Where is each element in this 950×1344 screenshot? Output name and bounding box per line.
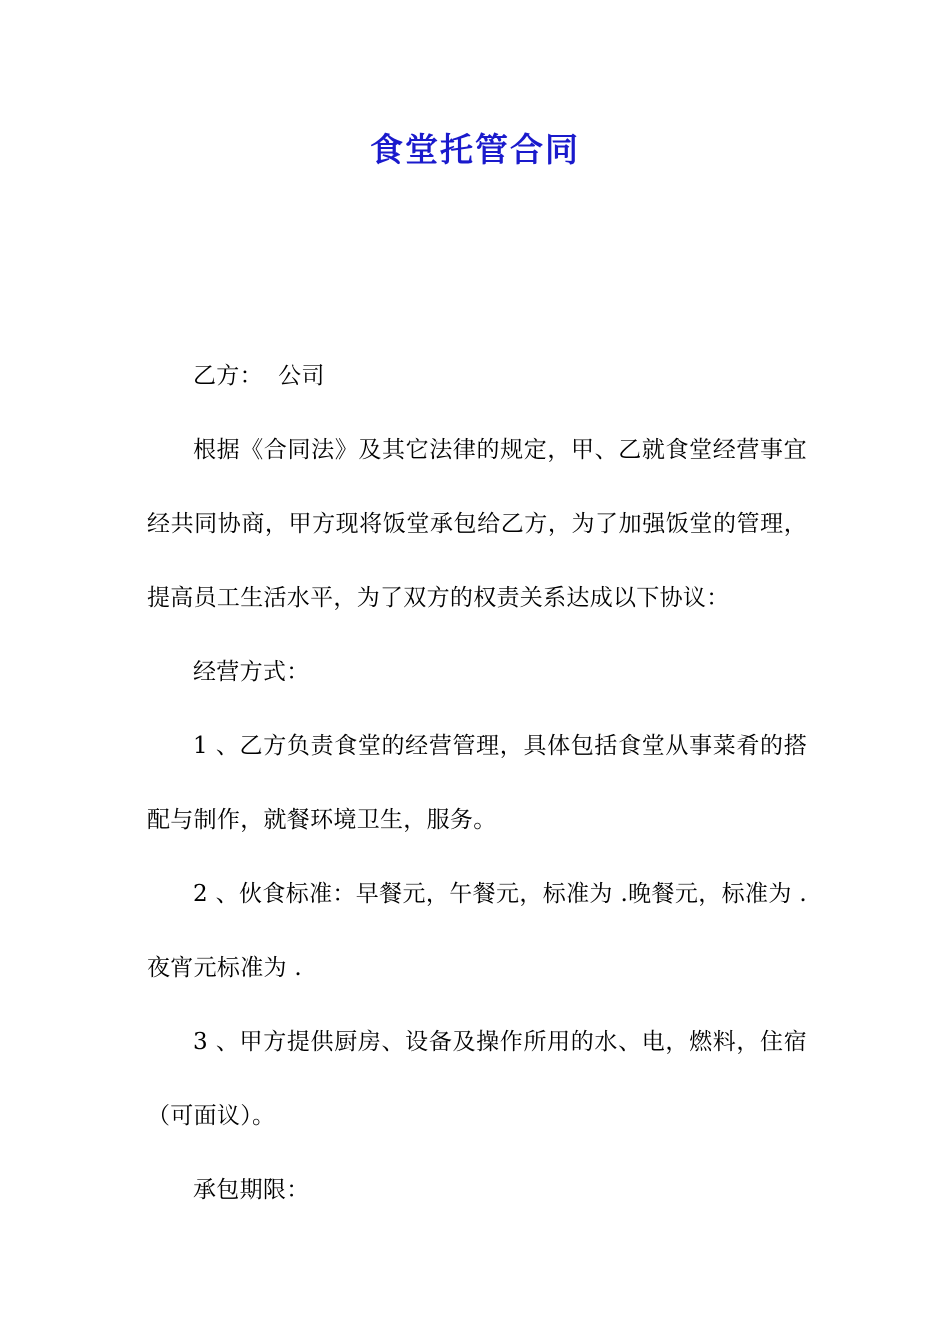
document-body (147, 339, 807, 1227)
intro-paragraph: 根据《合同法》及其它法律的规定，甲、乙就食堂经营事宜经共同协商，甲方现将饭堂承包给乙方，为了加强饭堂的管理，提高员工生活水平，为了双方的权责关系达成以下协议： (147, 437, 807, 611)
document-title: 食堂托管合同 (370, 130, 580, 169)
clause-3: 3 、甲方提供厨房、设备及操作所用的水、电，燃料，住宿（可面议）。 (147, 1029, 807, 1129)
clause-1: 1 、乙方负责食堂的经营管理，具体包括食堂从事菜肴的搭配与制作，就餐环境卫生，服务。 (147, 733, 807, 833)
section-heading-contract-term: 承包期限： (193, 1177, 310, 1203)
clause-2: 2 、伙食标准：早餐元，午餐元，标准为 .晚餐元，标准为 .夜宵元标准为 . (147, 881, 807, 981)
section-heading-operation-mode: 经营方式： (193, 659, 310, 685)
party-b-line: 乙方： 公司 (193, 363, 325, 389)
